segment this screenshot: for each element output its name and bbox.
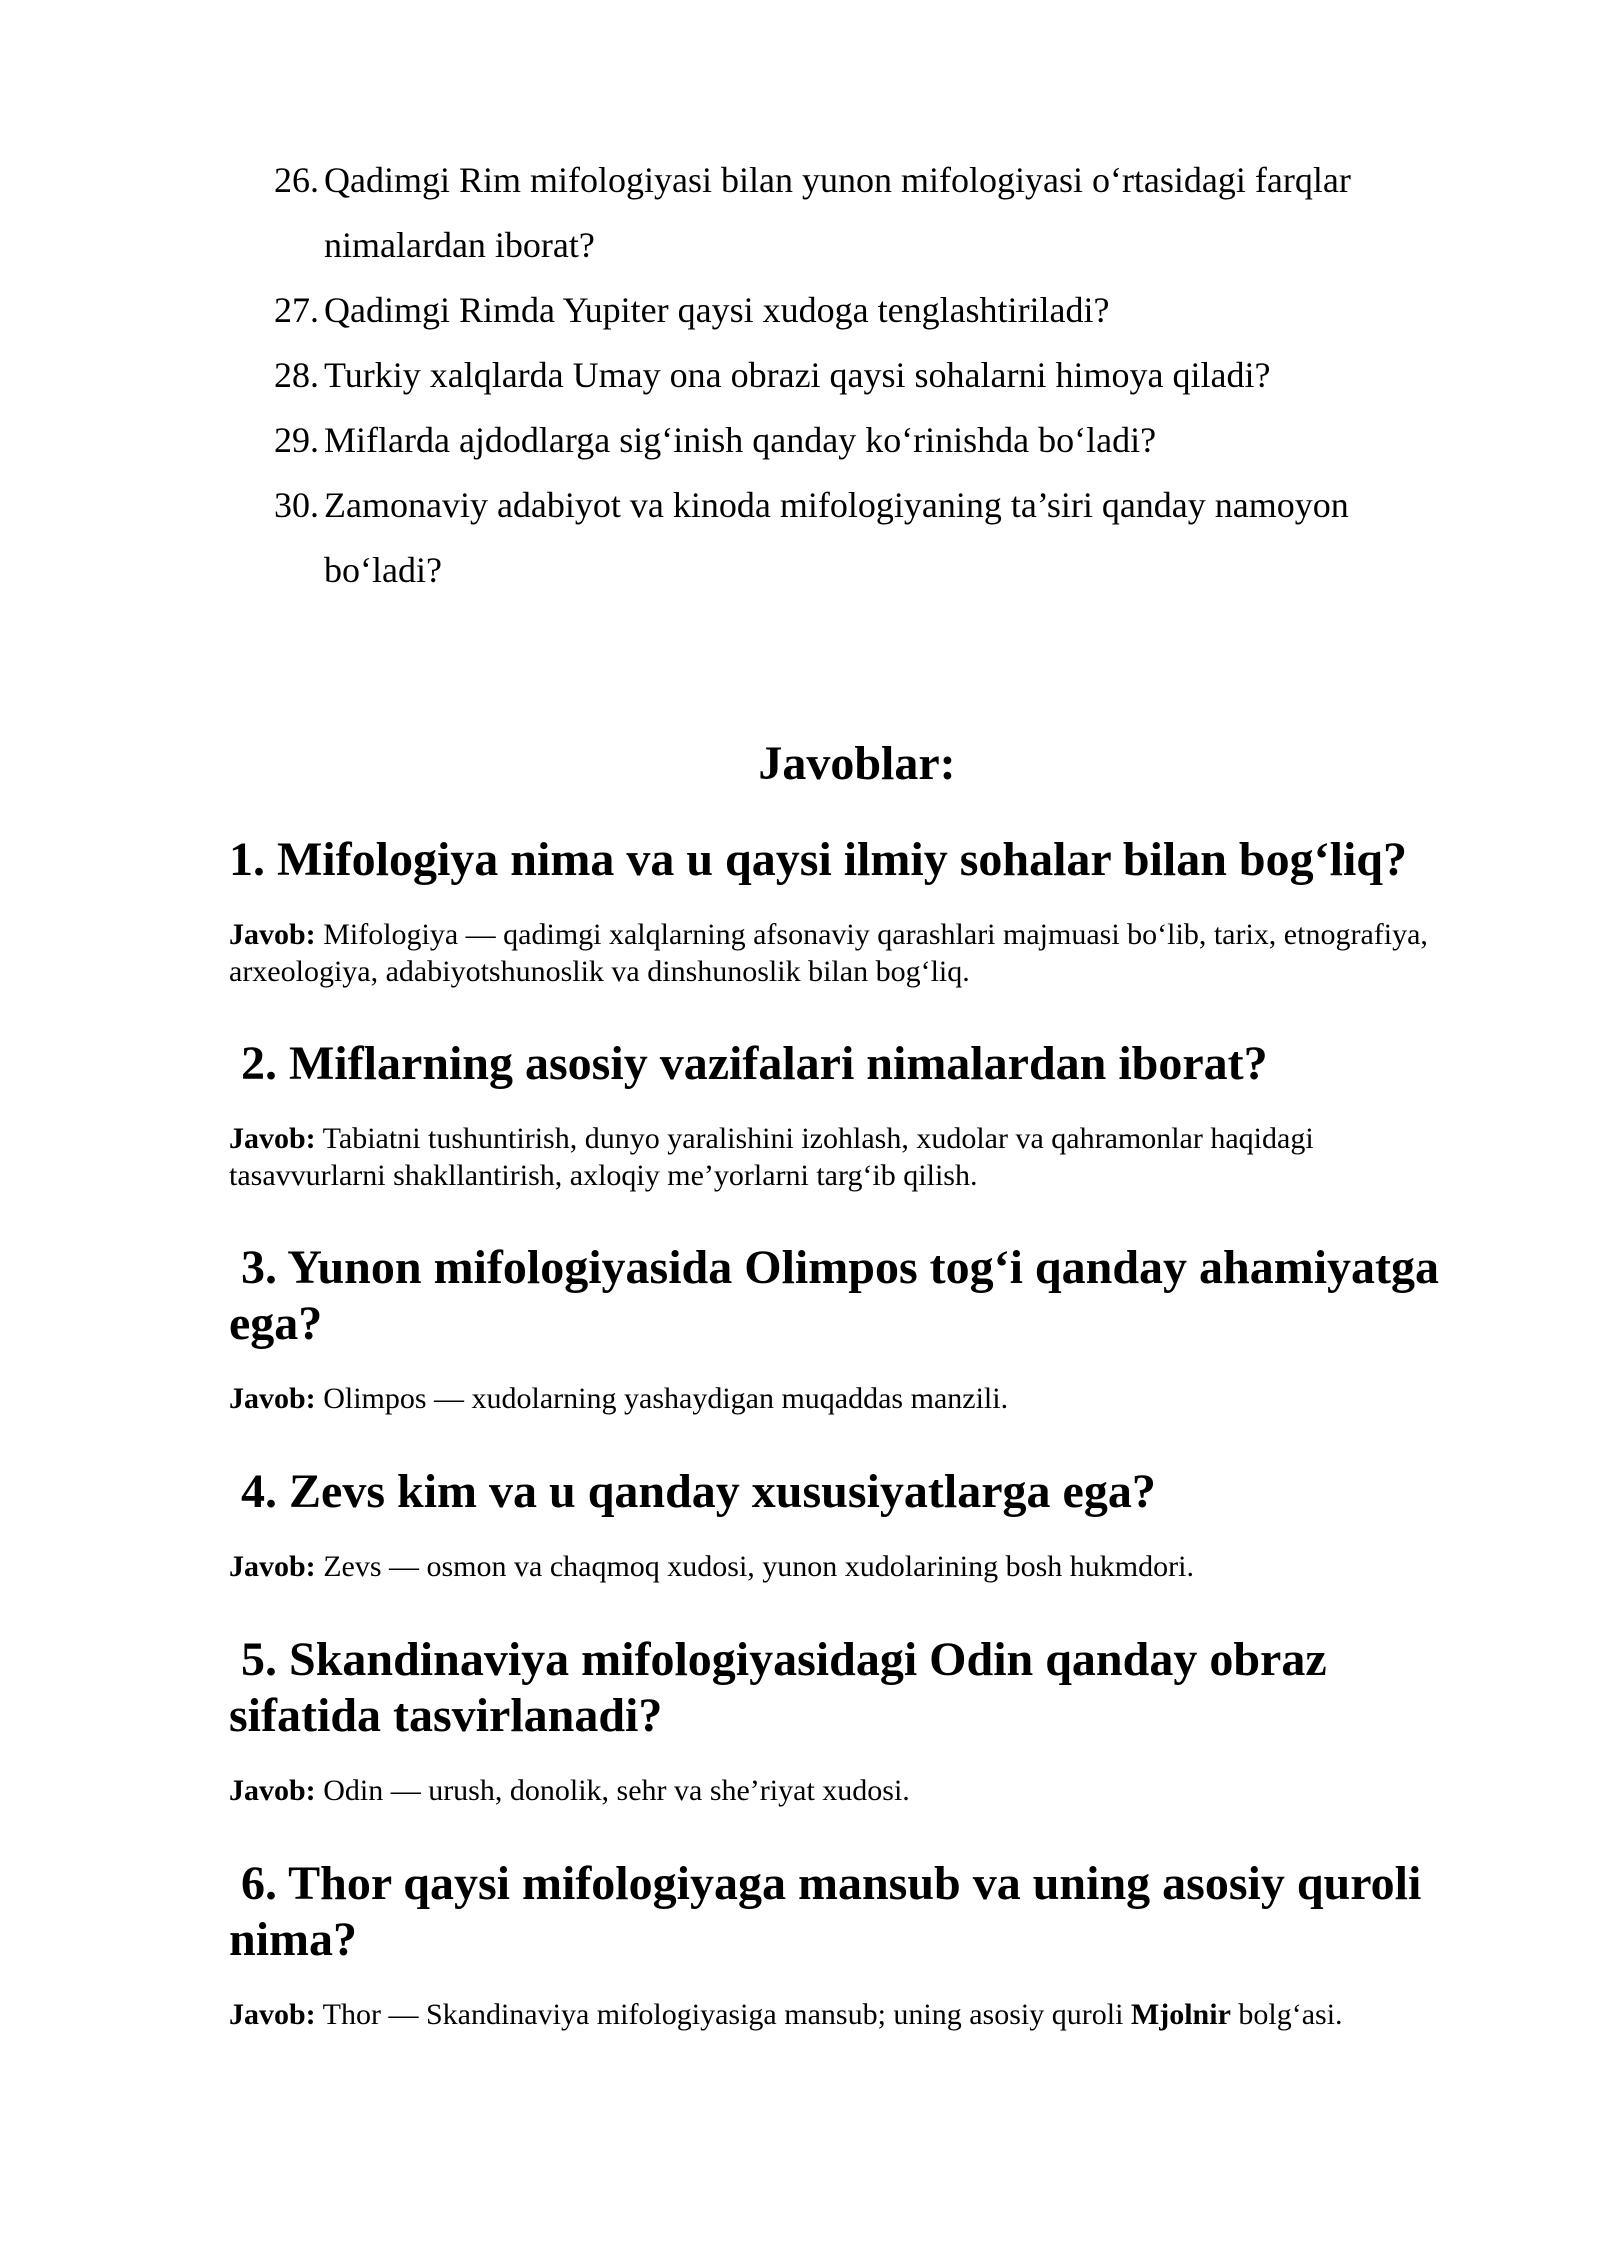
answer-label: Javob: <box>229 1550 316 1583</box>
answer-text <box>229 1380 1469 1417</box>
question-number: 26. <box>274 160 319 200</box>
list-item <box>0 278 1600 343</box>
answer-block <box>229 832 1469 990</box>
answer-block <box>229 1856 1469 2033</box>
answer-label: Javob: <box>229 1774 316 1807</box>
answer-body: Zevs — osmon va chaqmoq xudosi, yunon xudolarining bosh hukmdori. <box>323 1550 1194 1583</box>
answer-text <box>229 1996 1469 2033</box>
question-number: 28. <box>274 355 319 395</box>
list-item <box>0 148 1600 278</box>
list-item <box>0 408 1600 473</box>
answer-block <box>229 1036 1469 1194</box>
answer-block <box>229 1632 1469 1809</box>
question-number: 29. <box>274 420 319 460</box>
answer-block <box>229 1464 1469 1585</box>
question-number: 27. <box>274 290 319 330</box>
answer-text <box>229 1548 1469 1585</box>
answer-body: Tabiatni tushuntirish, dunyo yaralishini izohlash, xudolar va qahramonlar haqidagi tasavvurlarni shakllantirish, axloqiy me’yorlarni targ‘ib qilish. <box>229 1122 1314 1192</box>
answer-heading: 1. Mifologiya nima va u qaysi ilmiy sohalar bilan bog‘liq? <box>229 833 1407 886</box>
question-text: Qadimgi Rimda Yupiter qaysi xudoga tenglashtiriladi? <box>324 290 1110 330</box>
question-text: Zamonaviy adabiyot va kinoda mifologiyaning ta’siri qanday namoyon bo‘ladi? <box>324 485 1349 590</box>
answer-block <box>229 1240 1469 1417</box>
question-text: Qadimgi Rim mifologiyasi bilan yunon mifologiyasi o‘rtasidagi farqlar nimalardan iborat? <box>324 160 1351 265</box>
answer-body-end: bolg‘asi. <box>1238 1998 1343 2031</box>
answer-heading: 4. Zevs kim va u qanday xususiyatlarga ega? <box>229 1465 1156 1518</box>
answer-heading: 5. Skandinaviya mifologiyasidagi Odin qanday obraz sifatida tasvirlanadi? <box>229 1633 1339 1742</box>
answer-heading: 6. Thor qaysi mifologiyaga mansub va uning asosiy quroli nima? <box>229 1857 1434 1966</box>
answer-body: Mifologiya — qadimgi xalqlarning afsonaviy qarashlari majmuasi bo‘lib, tarix, etnografiya, arxeologiya, adabiyotshunoslik va dinshunoslik bilan bog‘liq. <box>229 918 1428 988</box>
answer-label: Javob: <box>229 1122 316 1155</box>
question-list <box>0 148 1600 603</box>
answer-label: Javob: <box>229 918 316 951</box>
answer-label: Javob: <box>229 1382 316 1415</box>
answer-label: Javob: <box>229 1998 316 2031</box>
answer-body: Thor — Skandinaviya mifologiyasiga mansub; uning asosiy quroli <box>322 1998 1124 2031</box>
question-text: Turkiy xalqlarda Umay ona obrazi qaysi sohalarni himoya qiladi? <box>324 355 1271 395</box>
answer-text <box>229 916 1469 990</box>
weapon-name: Mjolnir <box>1130 1998 1231 2031</box>
question-number: 30. <box>274 485 319 525</box>
answer-heading: 3. Yunon mifologiyasida Olimpos tog‘i qanday ahamiyatga ega? <box>229 1241 1452 1350</box>
answer-body: Odin — urush, donolik, sehr va she’riyat xudosi. <box>323 1774 910 1807</box>
answer-heading: 2. Miflarning asosiy vazifalari nimalardan iborat? <box>229 1037 1268 1090</box>
question-text: Miflarda ajdodlarga sig‘inish qanday ko‘rinishda bo‘ladi? <box>324 420 1157 460</box>
list-item <box>0 473 1600 603</box>
answers-title: Javoblar: <box>758 737 956 790</box>
list-item <box>0 343 1600 408</box>
answer-body: Olimpos — xudolarning yashaydigan muqaddas manzili. <box>323 1382 1009 1415</box>
answer-text <box>229 1772 1469 1809</box>
answer-text <box>229 1120 1469 1194</box>
